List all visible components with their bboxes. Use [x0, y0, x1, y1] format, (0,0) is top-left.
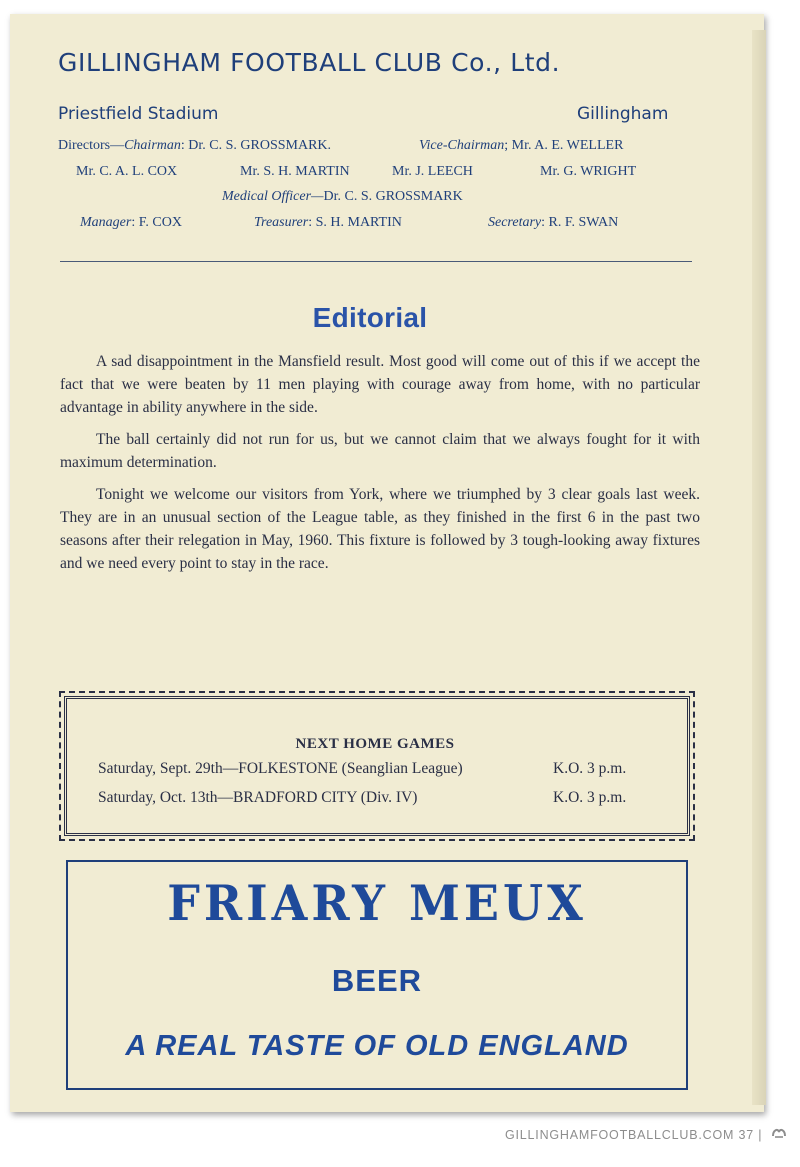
director-2: Mr. S. H. MARTIN — [240, 164, 350, 179]
next-home-games-title: NEXT HOME GAMES — [295, 736, 455, 752]
home-game-1-fixture: Saturday, Sept. 29th—FOLKESTONE (Seanglian League) — [98, 760, 463, 777]
page-edge — [752, 30, 766, 1105]
footer-page-number: 37 — [738, 1128, 754, 1142]
medical-officer — [222, 189, 463, 205]
stadium-name: Priestfield Stadium — [58, 104, 219, 124]
chairman-label: Chairman — [124, 138, 181, 153]
footer-site: GILLINGHAMFOOTBALLCLUB.COM — [505, 1128, 735, 1142]
club-logo-icon — [770, 1124, 788, 1142]
vice-chairman-name: Mr. A. E. WELLER — [511, 138, 624, 153]
editorial-paragraph-1: A sad disappointment in the Mansfield result. Most good will come out of this if we accept the fact that we were beaten by 11 men playing with courage away from home, with no particular advantage in ability anywhere in the side. — [60, 353, 700, 416]
directors-label: Directors— — [58, 138, 125, 153]
home-game-1 — [98, 760, 658, 778]
home-game-2-fixture: Saturday, Oct. 13th—BRADFORD CITY (Div. IV) — [98, 789, 418, 806]
manager: Manager: F. COX — [80, 215, 182, 230]
vice-chairman-label: Vice-Chairman — [419, 138, 505, 153]
editorial-paragraph-2: The ball certainly did not run for us, but we cannot claim that we always fought for it with maximum determination. — [60, 431, 700, 471]
advert-slogan: A REAL TASTE OF OLD ENGLAND — [125, 1030, 629, 1062]
director-1: Mr. C. A. L. COX — [76, 164, 178, 179]
vice-chairman: Vice-Chairman; Mr. A. E. WELLER — [419, 138, 624, 153]
treasurer-label: Treasurer — [254, 215, 309, 230]
editorial-heading: Editorial — [312, 302, 428, 333]
secretary-name: R. F. SWAN — [548, 215, 619, 230]
editorial-body — [60, 350, 700, 584]
treasurer-name: S. H. MARTIN — [315, 215, 402, 230]
footer: GILLINGHAMFOOTBALLCLUB.COM 37 | — [505, 1128, 763, 1142]
advert-brand: FRIARY MEUX — [167, 874, 587, 932]
medical-officer-label: Medical Officer— — [222, 189, 324, 204]
club-title: GILLINGHAM FOOTBALL CLUB Co., Ltd. — [58, 48, 561, 77]
header-divider — [60, 261, 692, 262]
director-3: Mr. J. LEECH — [392, 164, 473, 179]
treasurer: Treasurer: S. H. MARTIN — [254, 215, 402, 230]
director-4: Mr. G. WRIGHT — [540, 164, 637, 179]
secretary-label: Secretary — [488, 215, 542, 230]
home-game-2-kickoff: K.O. 3 p.m. — [553, 789, 627, 806]
town-name: Gillingham — [577, 104, 669, 124]
home-game-2 — [98, 789, 658, 807]
editorial-paragraph-3: Tonight we welcome our visitors from York, where we triumphed by 3 clear goals last week. They are in an unusual section of the League table, as they finished in the first 6 in the past two seasons after their relegation in May, 1960. This fixture is followed by 3 tough-looking away fixtures and we need every point to stay in the race. — [60, 486, 700, 572]
medical-officer-name: Dr. C. S. GROSSMARK — [323, 189, 463, 204]
manager-name: F. COX — [138, 215, 182, 230]
advert-product: BEER — [331, 963, 423, 998]
manager-label: Manager — [80, 215, 132, 230]
secretary: Secretary: R. F. SWAN — [488, 215, 619, 230]
officials-line-1: Directors—Chairman: Dr. C. S. GROSSMARK. — [58, 138, 332, 153]
chairman-name: Dr. C. S. GROSSMARK. — [188, 138, 332, 153]
home-game-1-kickoff: K.O. 3 p.m. — [553, 760, 627, 777]
